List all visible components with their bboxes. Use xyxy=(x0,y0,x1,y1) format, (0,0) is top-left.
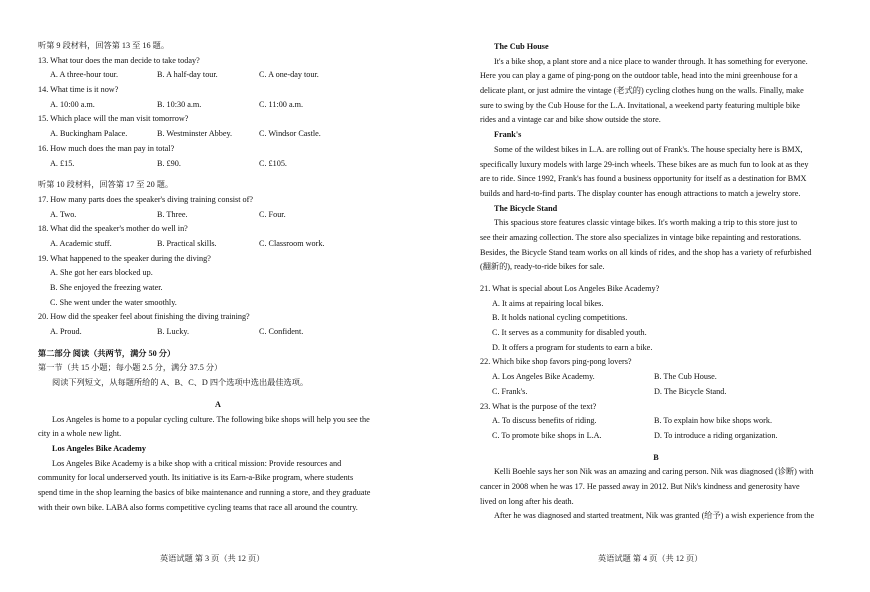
question-13-options xyxy=(38,68,398,83)
passage-text: It's a bike shop, a plant store and a nice place to wander through. It has something for everyone. xyxy=(494,56,808,66)
question-13: 13. What tour does the man decide to take today? xyxy=(38,55,200,65)
option-c[interactable]: C. To promote bike shops in L.A. xyxy=(492,430,602,440)
passage-text: city in a whole new light. xyxy=(38,429,122,439)
passage-text: Kelli Boehle says her son Nik was an amazing and caring person. Nik was diagnosed (诊断) with xyxy=(494,467,814,477)
question-23-options-row-2 xyxy=(480,429,832,444)
passage-text: Los Angeles Bike Academy is a bike shop with a critical mission: Provide resources and xyxy=(52,458,342,468)
option-a[interactable]: A. She got her ears blocked up. xyxy=(50,268,153,278)
option-d[interactable]: D. It offers a program for students to earn a bike. xyxy=(492,342,653,352)
question-19: 19. What happened to the speaker during the diving? xyxy=(38,253,211,263)
passage-b-letter: B xyxy=(653,452,659,462)
passage-text: community for local underserved youth. Its initiative is its Earn-a-Bike program, where students xyxy=(38,473,354,483)
option-c[interactable]: C. 11:00 a.m. xyxy=(259,99,304,109)
left-page xyxy=(38,39,398,515)
question-20-options xyxy=(38,325,398,340)
option-a[interactable]: A. A three-hour tour. xyxy=(50,70,118,80)
passage-text: sure to swing by the Cub House for the L.A. Invitational, a weekend party featuring multiple bike xyxy=(480,100,800,110)
option-c[interactable]: C. It serves as a community for disabled youth. xyxy=(492,328,647,338)
question-23-options-row-1 xyxy=(480,414,832,429)
passage-text: with their own bike. LABA also forms competitive cycling teams that race all around the country. xyxy=(38,502,358,512)
question-14-options xyxy=(38,98,398,113)
option-b[interactable]: B. Practical skills. xyxy=(157,238,217,248)
passage-text: rides and a vintage car and bike show outside the store. xyxy=(480,115,661,125)
passage-text: builds and hard-to-find parts. The display counter has enough attractions to match a jewelry store. xyxy=(480,188,801,198)
passage-text: see their amazing collection. The store also specializes in vintage bike repainting and restorations. xyxy=(480,232,802,242)
option-b[interactable]: B. It holds national cycling competitions. xyxy=(492,313,628,323)
option-a[interactable]: A. £15. xyxy=(50,158,75,168)
option-b[interactable]: B. Three. xyxy=(157,209,188,219)
option-b[interactable]: B. She enjoyed the freezing water. xyxy=(50,283,163,292)
shop-heading-bicycle-stand: The Bicycle Stand xyxy=(494,203,558,213)
passage-text: After he was diagnosed and started treatment, Nik was granted (给予) a wish experience from the xyxy=(494,511,815,521)
option-c[interactable]: C. She went under the water smoothly. xyxy=(50,297,177,307)
option-a[interactable]: A. Two. xyxy=(50,209,77,219)
option-b[interactable]: B. Westminster Abbey. xyxy=(157,129,233,139)
question-14: 14. What time is it now? xyxy=(38,85,119,95)
section-9-intro: 听第 9 段材料，回答第 13 至 16 题。 xyxy=(38,41,170,50)
passage-text: cancer in 2008 when he was 17. He passed away in 2012. But Nik's kindness and generosity have xyxy=(480,481,800,491)
page-footer-left: 英语试题 第 3 页（共 12 页） xyxy=(160,554,265,563)
option-c[interactable]: C. Windsor Castle. xyxy=(259,129,321,139)
question-16: 16. How much does the man pay in total? xyxy=(38,143,175,153)
passage-text: specifically luxury models with large 29-inch wheels. These bikes are as much fun to look at as they xyxy=(480,159,809,169)
passage-text: Here you can play a game of ping-pong on the outdoor table, head into the mini greenhouse for a xyxy=(480,71,798,81)
option-c[interactable]: C. Four. xyxy=(259,209,286,219)
option-c[interactable]: C. A one-day tour. xyxy=(259,70,319,80)
option-b[interactable]: B. The Cub House. xyxy=(654,372,717,382)
passage-text: lived on long after his death. xyxy=(480,496,574,506)
shop-heading-franks: Frank's xyxy=(494,130,522,140)
option-c[interactable]: C. £105. xyxy=(259,158,287,168)
section-1-instructions: 阅读下列短文，从每题所给的 A、B、C、D 四个选项中选出最佳选项。 xyxy=(52,378,309,388)
passage-a-letter: A xyxy=(215,399,221,409)
passage-text: spend time in the shop learning the basics of bike maintenance and running a store, and they graduate xyxy=(38,487,371,497)
passage-text: (翻新的), ready-to-ride bikes for sale. xyxy=(480,262,605,272)
question-15-options xyxy=(38,127,398,142)
passage-text: Los Angeles is home to a popular cycling culture. The following bike shops will help you see the xyxy=(52,414,370,424)
option-a[interactable]: A. To discuss benefits of riding. xyxy=(492,416,597,426)
option-b[interactable]: B. To explain how bike shops work. xyxy=(654,416,772,426)
option-a[interactable]: A. Academic stuff. xyxy=(50,238,112,248)
option-d[interactable]: D. To introduce a riding organization. xyxy=(654,430,778,440)
option-a[interactable]: A. 10:00 a.m. xyxy=(50,99,95,109)
passage-text: Besides, the Bicycle Stand team works on all kinds of rides, and the shop has a variety of refurbished xyxy=(480,247,812,257)
question-18: 18. What did the speaker's mother do well in? xyxy=(38,224,188,234)
option-c[interactable]: C. Confident. xyxy=(259,327,304,337)
option-b[interactable]: B. Lucky. xyxy=(157,327,189,337)
option-a[interactable]: A. Los Angeles Bike Academy. xyxy=(492,372,595,382)
question-20: 20. How did the speaker feel about finishing the diving training? xyxy=(38,312,250,322)
right-page xyxy=(480,40,832,524)
passage-text: delicate plant, or just admire the vintage (老式的) cycling clothes hung on the walls. Finally, make xyxy=(480,86,804,96)
question-18-options xyxy=(38,237,398,252)
option-c[interactable]: C. Frank's. xyxy=(492,386,528,396)
question-17: 17. How many parts does the speaker's diving training consist of? xyxy=(38,194,253,204)
section-1-title: 第一节（共 15 小题；每小题 2.5 分，满分 37.5 分） xyxy=(38,363,223,373)
question-15: 15. Which place will the man visit tomorrow? xyxy=(38,114,189,124)
option-b[interactable]: B. £90. xyxy=(157,158,181,168)
page-footer-right: 英语试题 第 4 页（共 12 页） xyxy=(598,554,703,563)
option-b[interactable]: B. 10:30 a.m. xyxy=(157,99,202,109)
question-23: 23. What is the purpose of the text? xyxy=(480,401,597,411)
option-a[interactable]: A. It aims at repairing local bikes. xyxy=(492,298,604,308)
passage-text: This spacious store features classic vintage bikes. It's worth making a trip to this store just to xyxy=(494,218,798,228)
option-a[interactable]: A. Buckingham Palace. xyxy=(50,129,128,139)
question-21: 21. What is special about Los Angeles Bike Academy? xyxy=(480,284,660,293)
passage-text: Some of the wildest bikes in L.A. are rolling out of Frank's. The house specialty here is BMX, xyxy=(494,144,803,154)
question-16-options xyxy=(38,157,398,172)
question-22-options-row-2 xyxy=(480,385,832,400)
question-22: 22. Which bike shop favors ping-pong lovers? xyxy=(480,357,632,367)
shop-heading-laba: Los Angeles Bike Academy xyxy=(52,443,146,453)
part-2-title: 第二部分 阅读（共两节，满分 50 分） xyxy=(38,348,176,358)
passage-text: are to ride. Since 1992, Frank's has found a business opportunity for itself as a destination for BMX xyxy=(480,174,807,184)
option-c[interactable]: C. Classroom work. xyxy=(259,238,325,248)
option-b[interactable]: B. A half-day tour. xyxy=(157,70,218,80)
shop-heading-cub-house: The Cub House xyxy=(494,42,549,51)
option-d[interactable]: D. The Bicycle Stand. xyxy=(654,386,727,396)
question-22-options-row-1 xyxy=(480,370,832,385)
question-17-options xyxy=(38,208,398,223)
option-a[interactable]: A. Proud. xyxy=(50,327,82,337)
section-10-intro: 听第 10 段材料，回答第 17 至 20 题。 xyxy=(38,180,174,190)
